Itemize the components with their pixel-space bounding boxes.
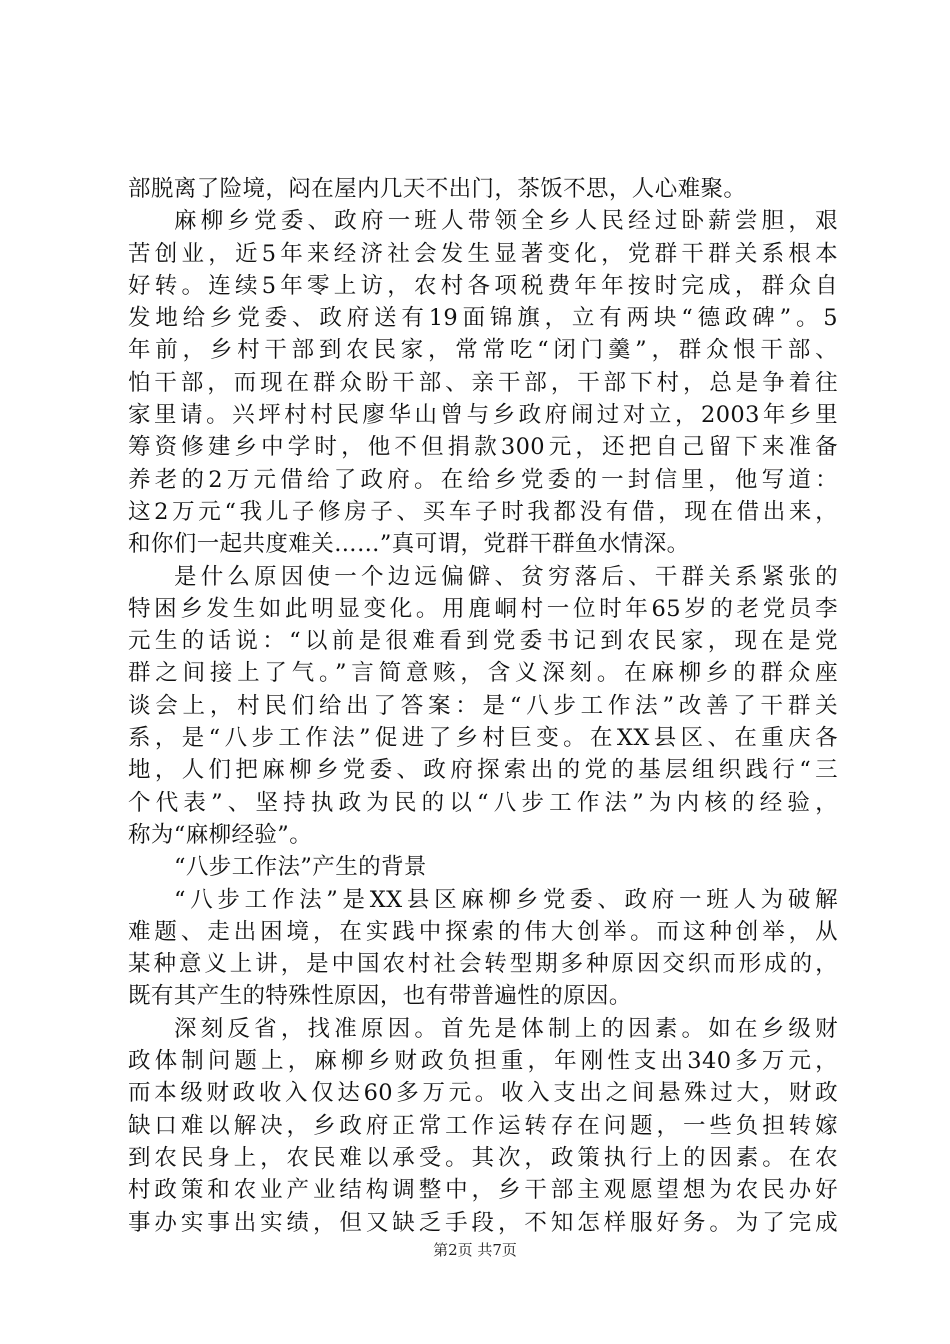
text-line: 怕干部，而现在群众盼干部、亲干部，干部下村，总是争着往 bbox=[128, 369, 838, 396]
text-line: 政体制问题上，麻柳乡财政负担重，年刚性支出340多万元， bbox=[128, 1048, 838, 1075]
text-line: 深刻反省，找准原因。首先是体制上的因素。如在乡级财 bbox=[174, 1015, 838, 1042]
text-line: 养老的2万元借给了政府。在给乡党委的一封信里，他写道： bbox=[128, 466, 838, 493]
text-line: 个代表”、坚持执政为民的以“八步工作法”为内核的经验， bbox=[128, 789, 838, 816]
text-line: 某种意义上讲，是中国农村社会转型期多种原因交织而形成的， bbox=[128, 951, 838, 978]
page-footer: 第2页 共7页 bbox=[433, 1241, 517, 1259]
text-line: 而本级财政收入仅达60多万元。收入支出之间悬殊过大，财政 bbox=[128, 1080, 838, 1107]
text-line: 称为“麻柳经验”。 bbox=[128, 821, 313, 848]
text-line: “八步工作法”是XX县区麻柳乡党委、政府一班人为破解 bbox=[174, 886, 838, 913]
text-line: 村政策和农业产业结构调整中，乡干部主观愿望想为农民办好 bbox=[128, 1177, 838, 1204]
text-line: 特困乡发生如此明显变化。用鹿峒村一位时年65岁的老党员李 bbox=[128, 595, 838, 622]
text-line: 群之间接上了气。”言简意赅，含义深刻。在麻柳乡的群众座 bbox=[128, 660, 838, 687]
text-line: 既有其产生的特殊性原因，也有带普遍性的原因。 bbox=[128, 983, 632, 1010]
text-line: “八步工作法”产生的背景 bbox=[174, 854, 427, 881]
text-line: 麻柳乡党委、政府一班人带领全乡人民经过卧薪尝胆，艰 bbox=[174, 208, 838, 235]
text-line: 筹资修建乡中学时，他不但捐款300元，还把自己留下来准备 bbox=[128, 434, 838, 461]
text-line: 到农民身上，农民难以承受。其次，政策执行上的因素。在农 bbox=[128, 1144, 838, 1171]
text-line: 地，人们把麻柳乡党委、政府探索出的党的基层组织践行“三 bbox=[128, 757, 838, 784]
text-line: 家里请。兴坪村村民廖华山曾与乡政府闹过对立，2003年乡里 bbox=[128, 402, 838, 429]
text-line: 苦创业，近5年来经济社会发生显著变化，党群干群关系根本 bbox=[128, 240, 838, 267]
text-line: 元生的话说：“以前是很难看到党委书记到农民家，现在是党 bbox=[128, 628, 838, 655]
text-line: 好转。连续5年零上访，农村各项税费年年按时完成，群众自 bbox=[128, 272, 838, 299]
text-line: 这2万元“我儿子修房子、买车子时我都没有借，现在借出来， bbox=[128, 498, 838, 525]
text-line: 是什么原因使一个边远偏僻、贫穷落后、干群关系紧张的 bbox=[174, 563, 838, 590]
text-line: 和你们一起共度难关……”真可谓，党群干群鱼水情深。 bbox=[128, 531, 690, 558]
text-line: 部脱离了险境，闷在屋内几天不出门，茶饭不思，人心难聚。 bbox=[128, 176, 747, 202]
body-text bbox=[128, 173, 838, 1239]
text-line: 难题、走出困境，在实践中探索的伟大创举。而这种创举，从 bbox=[128, 918, 838, 945]
text-line: 发地给乡党委、政府送有19面锦旗，立有两块“德政碑”。5 bbox=[128, 305, 838, 332]
text-line: 缺口难以解决，乡政府正常工作运转存在问题，一些负担转嫁 bbox=[128, 1112, 838, 1139]
text-line: 谈会上，村民们给出了答案：是“八步工作法”改善了干群关 bbox=[128, 692, 838, 719]
text-line: 事办实事出实绩，但又缺乏手段，不知怎样服好务。为了完成 bbox=[128, 1209, 838, 1236]
text-line: 系，是“八步工作法”促进了乡村巨变。在XX县区、在重庆各 bbox=[128, 725, 838, 752]
text-line: 年前，乡村干部到农民家，常常吃“闭门羹”，群众恨干部、 bbox=[128, 337, 838, 364]
